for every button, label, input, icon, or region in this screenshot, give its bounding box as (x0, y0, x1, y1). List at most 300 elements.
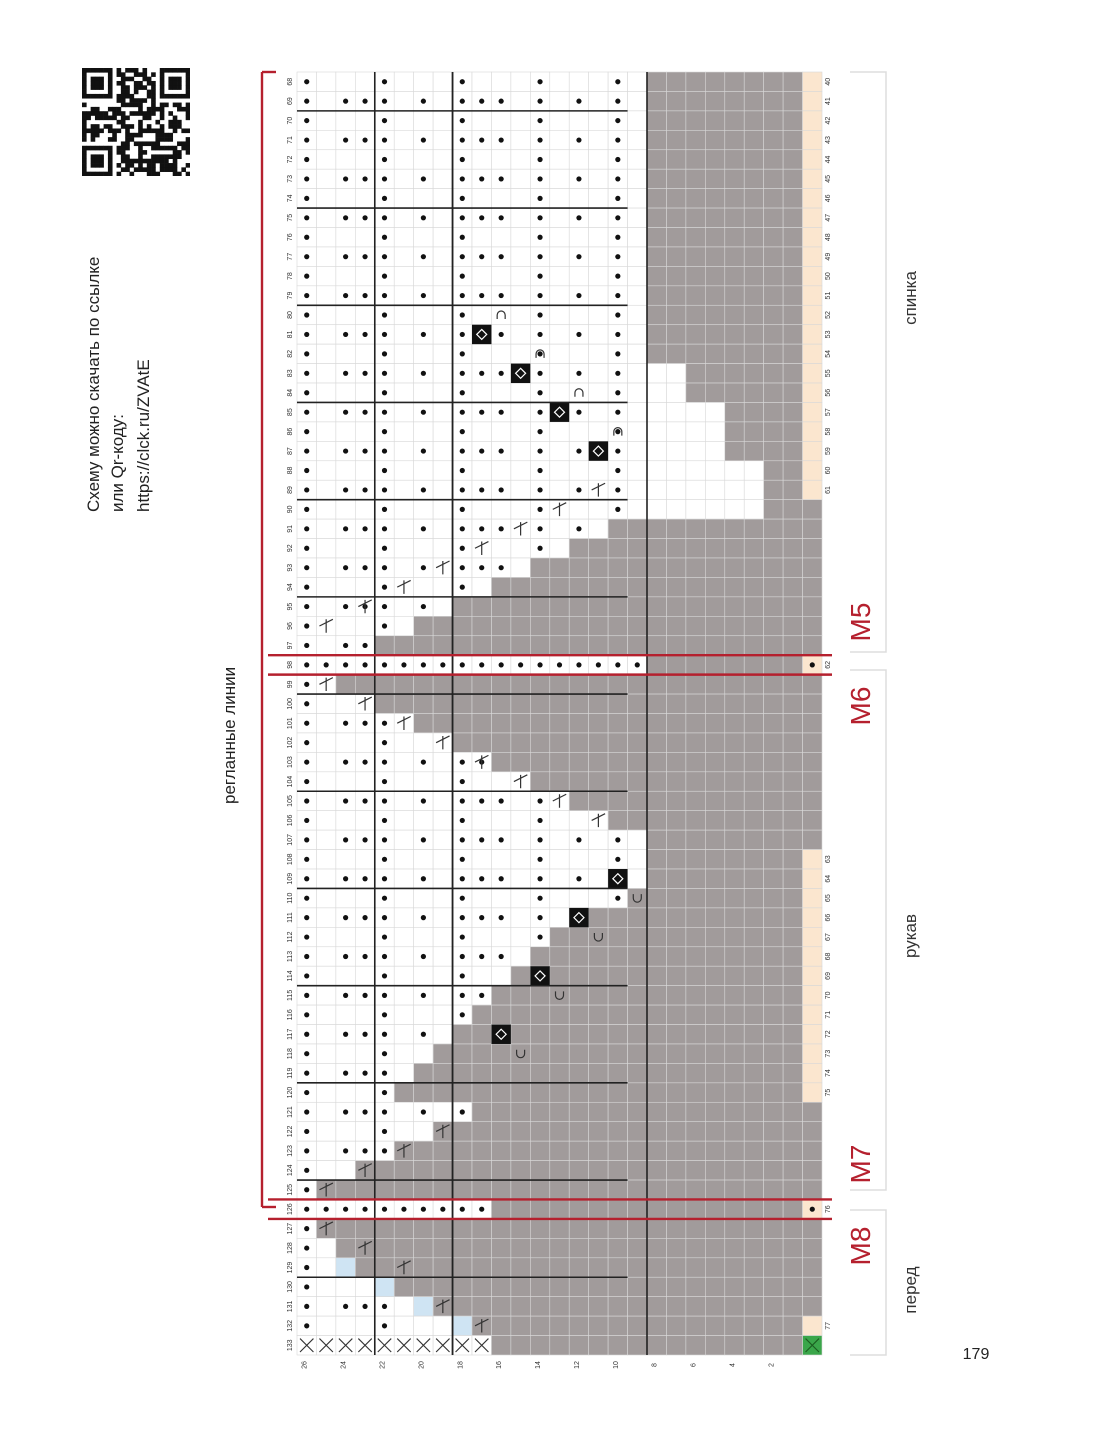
chart-cell (764, 830, 783, 849)
purl-dot (304, 915, 309, 920)
purl-dot (537, 351, 542, 356)
purl-dot (343, 137, 348, 142)
stitch-number-left: 123 (287, 1145, 294, 1157)
chart-cell (316, 772, 335, 791)
chart-cell (783, 1336, 802, 1355)
stitch-number-left: 86 (287, 427, 294, 436)
chart-cell (764, 1025, 783, 1044)
chart-cell (589, 1122, 608, 1141)
chart-cell (491, 1122, 510, 1141)
stitch-number-right: 54 (825, 349, 832, 358)
purl-dot (304, 196, 309, 201)
chart-cell (764, 441, 783, 460)
chart-cell (511, 1277, 530, 1296)
chart-cell (511, 811, 530, 830)
chart-cell (783, 791, 802, 810)
chart-cell (491, 636, 510, 655)
purl-dot (362, 798, 367, 803)
chart-cell (705, 344, 724, 363)
chart-cell (589, 966, 608, 985)
chart-cell (744, 1044, 763, 1063)
chart-cell (783, 1083, 802, 1102)
chart-cell (705, 228, 724, 247)
purl-dot (362, 332, 367, 337)
chart-cell (803, 1297, 822, 1316)
chart-cell (491, 500, 510, 519)
chart-cell (472, 1219, 491, 1238)
stitch-number-right: 55 (825, 369, 832, 378)
chart-cell (453, 1258, 472, 1277)
chart-cell (783, 986, 802, 1005)
chart-cell (647, 850, 666, 869)
chart-cell (355, 1180, 374, 1199)
chart-cell (725, 247, 744, 266)
chart-cell (764, 1219, 783, 1238)
chart-cell (550, 966, 569, 985)
chart-cell (628, 519, 647, 538)
purl-dot (479, 176, 484, 181)
chart-cell (530, 733, 549, 752)
chart-cell (589, 1044, 608, 1063)
chart-cell (530, 1180, 549, 1199)
chart-cell (783, 947, 802, 966)
chart-cell (744, 1219, 763, 1238)
purl-dot (343, 1071, 348, 1076)
chart-cell (666, 208, 685, 227)
chart-cell (550, 1180, 569, 1199)
chart-cell (628, 558, 647, 577)
chart-cell (394, 266, 413, 285)
chart-cell (744, 1102, 763, 1121)
chart-cell (530, 597, 549, 616)
chart-cell (744, 305, 763, 324)
chart-cell (783, 772, 802, 791)
chart-cell (783, 150, 802, 169)
chart-cell (744, 966, 763, 985)
chart-cell (355, 616, 374, 635)
chart-cell (394, 500, 413, 519)
chart-cell (394, 247, 413, 266)
chart-cell (686, 208, 705, 227)
chart-cell (647, 577, 666, 596)
chart-cell (316, 344, 335, 363)
chart-cell (647, 636, 666, 655)
chart-cell (744, 850, 763, 869)
purl-dot (382, 934, 387, 939)
purl-dot (537, 876, 542, 881)
chart-cell (355, 772, 374, 791)
chart-cell (589, 247, 608, 266)
chart-cell (550, 1102, 569, 1121)
chart-cell (686, 675, 705, 694)
chart-cell (628, 72, 647, 91)
stitch-number-left: 101 (287, 717, 294, 730)
chart-cell (666, 1025, 685, 1044)
chart-cell (686, 344, 705, 363)
chart-cell (647, 616, 666, 635)
purl-dot (382, 312, 387, 317)
chart-cell (628, 1122, 647, 1141)
chart-cell (803, 1083, 822, 1102)
purl-dot (460, 176, 465, 181)
chart-cell (628, 266, 647, 285)
purl-dot (382, 1129, 387, 1134)
chart-cell (725, 1316, 744, 1335)
chart-cell (686, 733, 705, 752)
chart-cell (628, 888, 647, 907)
marker-label: M6 (845, 686, 876, 726)
chart-cell (628, 461, 647, 480)
purl-dot (479, 798, 484, 803)
chart-cell (550, 150, 569, 169)
stitch-number-left: 120 (287, 1086, 294, 1099)
chart-cell (336, 1083, 355, 1102)
chart-cell (764, 461, 783, 480)
row-number-bottom: 26 (301, 1361, 309, 1369)
chart-cell (705, 1219, 724, 1238)
chart-cell (783, 888, 802, 907)
chart-cell (511, 1005, 530, 1024)
purl-dot (343, 1032, 348, 1037)
stitch-number-left: 94 (287, 583, 294, 592)
chart-cell (589, 1336, 608, 1355)
chart-cell (764, 947, 783, 966)
purl-dot (537, 118, 542, 123)
chart-cell (705, 1277, 724, 1296)
purl-dot (479, 837, 484, 842)
chart-cell (414, 1122, 433, 1141)
chart-cell (725, 791, 744, 810)
chart-cell (530, 558, 549, 577)
chart-cell (647, 1238, 666, 1257)
chart-cell (414, 266, 433, 285)
chart-cell (550, 1063, 569, 1082)
chart-cell (803, 519, 822, 538)
stitch-number-right: 72 (825, 1030, 832, 1039)
chart-cell (686, 91, 705, 110)
chart-cell (744, 616, 763, 635)
purl-dot (537, 448, 542, 453)
chart-cell (453, 1044, 472, 1063)
chart-cell (725, 480, 744, 499)
purl-dot (421, 915, 426, 920)
stitch-number-left: 114 (287, 970, 294, 982)
purl-dot (421, 176, 426, 181)
chart-cell (647, 111, 666, 130)
stitch-number-right: 62 (825, 661, 832, 669)
chart-cell (316, 228, 335, 247)
chart-cell (705, 908, 724, 927)
chart-cell (666, 1336, 685, 1355)
chart-cell (414, 461, 433, 480)
stitch-number-left: 72 (287, 155, 294, 164)
chart-cell (628, 1180, 647, 1199)
chart-cell (433, 869, 452, 888)
chart-cell (764, 1122, 783, 1141)
chart-cell (686, 519, 705, 538)
chart-cell (705, 1025, 724, 1044)
chart-cell (628, 480, 647, 499)
chart-cell (705, 597, 724, 616)
chart-cell (764, 539, 783, 558)
chart-cell (666, 1044, 685, 1063)
purl-dot (304, 526, 309, 531)
chart-cell (569, 636, 588, 655)
chart-cell (725, 986, 744, 1005)
chart-cell (589, 577, 608, 596)
chart-cell (433, 850, 452, 869)
chart-cell (725, 111, 744, 130)
stitch-number-left: 129 (287, 1261, 294, 1274)
chart-cell (355, 1316, 374, 1335)
purl-dot (460, 390, 465, 395)
chart-cell (783, 1044, 802, 1063)
chart-cell (803, 1258, 822, 1277)
purl-dot (382, 448, 387, 453)
chart-cell (394, 1063, 413, 1082)
purl-dot (576, 293, 581, 298)
chart-cell (472, 636, 491, 655)
chart-cell (764, 966, 783, 985)
chart-cell (628, 1044, 647, 1063)
stitch-number-right: 60 (825, 466, 832, 475)
chart-cell (744, 247, 763, 266)
chart-cell (316, 752, 335, 771)
chart-cell (316, 1161, 335, 1180)
chart-cell (394, 111, 413, 130)
purl-dot (537, 157, 542, 162)
chart-cell (803, 966, 822, 985)
chart-cell (725, 1161, 744, 1180)
chart-cell (608, 1277, 627, 1296)
chart-cell (803, 111, 822, 130)
purl-dot (479, 954, 484, 959)
chart-cell (705, 1005, 724, 1024)
chart-cell (725, 461, 744, 480)
chart-cell (589, 169, 608, 188)
purl-dot (810, 662, 815, 667)
chart-cell (744, 558, 763, 577)
chart-cell (316, 947, 335, 966)
chart-cell (628, 1199, 647, 1218)
chart-cell (589, 402, 608, 421)
purl-dot (304, 1032, 309, 1037)
chart-cell (608, 1336, 627, 1355)
chart-cell (783, 1277, 802, 1296)
purl-dot (343, 954, 348, 959)
chart-cell (336, 1219, 355, 1238)
purl-dot (304, 623, 309, 628)
chart-cell (511, 480, 530, 499)
purl-dot (460, 137, 465, 142)
chart-cell (608, 947, 627, 966)
chart-cell (666, 1316, 685, 1335)
chart-cell (764, 811, 783, 830)
chart-cell (744, 675, 763, 694)
purl-dot (343, 604, 348, 609)
row-number-bottom: 8 (651, 1363, 659, 1367)
chart-cell (394, 675, 413, 694)
chart-cell (316, 1238, 335, 1257)
purl-dot (304, 1090, 309, 1095)
chart-cell (686, 1005, 705, 1024)
purl-dot (537, 274, 542, 279)
stitch-number-left: 104 (287, 775, 294, 788)
chart-cell (569, 266, 588, 285)
chart-cell (394, 228, 413, 247)
chart-cell (705, 966, 724, 985)
chart-cell (705, 441, 724, 460)
stitch-number-left: 110 (287, 892, 294, 904)
chart-cell (316, 480, 335, 499)
chart-cell (764, 169, 783, 188)
chart-cell (628, 402, 647, 421)
chart-cell (433, 1180, 452, 1199)
purl-dot (421, 565, 426, 570)
chart-cell (764, 694, 783, 713)
chart-cell (705, 850, 724, 869)
chart-cell (744, 1161, 763, 1180)
stitch-number-right: 49 (825, 252, 832, 261)
chart-cell (647, 247, 666, 266)
chart-cell (355, 305, 374, 324)
chart-cell (453, 1083, 472, 1102)
chart-cell (783, 616, 802, 635)
chart-cell (355, 733, 374, 752)
purl-dot (421, 993, 426, 998)
chart-cell (453, 1238, 472, 1257)
chart-cell (628, 1141, 647, 1160)
purl-dot (343, 99, 348, 104)
purl-dot (537, 312, 542, 317)
chart-cell (511, 1102, 530, 1121)
purl-dot (440, 662, 445, 667)
chart-cell (705, 577, 724, 596)
chart-cell (316, 169, 335, 188)
chart-cell (316, 461, 335, 480)
chart-cell (647, 772, 666, 791)
chart-cell (433, 616, 452, 635)
chart-cell (744, 791, 763, 810)
purl-dot (499, 798, 504, 803)
chart-cell (725, 675, 744, 694)
chart-cell (589, 558, 608, 577)
purl-dot (615, 293, 620, 298)
chart-cell (647, 1083, 666, 1102)
chart-cell (453, 1025, 472, 1044)
chart-cell (764, 189, 783, 208)
chart-cell (491, 714, 510, 733)
chart-cell (686, 169, 705, 188)
chart-cell (394, 733, 413, 752)
purl-dot (460, 818, 465, 823)
purl-dot (304, 1226, 309, 1231)
chart-cell (647, 694, 666, 713)
chart-cell (764, 752, 783, 771)
chart-cell (647, 830, 666, 849)
stitch-number-right: 58 (825, 427, 832, 436)
chart-cell (511, 1141, 530, 1160)
chart-cell (511, 869, 530, 888)
purl-dot (382, 857, 387, 862)
chart-cell (744, 869, 763, 888)
purl-dot (615, 837, 620, 842)
chart-cell (628, 286, 647, 305)
chart-cell (744, 947, 763, 966)
purl-dot (362, 993, 367, 998)
chart-cell (336, 72, 355, 91)
chart-cell (686, 986, 705, 1005)
stitch-number-left: 84 (287, 388, 294, 397)
chart-cell (550, 461, 569, 480)
purl-dot (460, 1012, 465, 1017)
chart-cell (530, 1122, 549, 1141)
chart-cell (589, 714, 608, 733)
chart-cell (589, 1316, 608, 1335)
chart-cell (803, 830, 822, 849)
chart-cell (550, 908, 569, 927)
purl-dot (421, 876, 426, 881)
chart-cell (705, 869, 724, 888)
chart-cell (725, 1258, 744, 1277)
stitch-number-left: 71 (287, 136, 294, 144)
raglan-lines-label: регланные линии (220, 666, 239, 804)
chart-cell (511, 558, 530, 577)
purl-dot (576, 410, 581, 415)
purl-dot (615, 332, 620, 337)
chart-cell (511, 189, 530, 208)
chart-cell (764, 714, 783, 733)
purl-dot (382, 390, 387, 395)
chart-cell (803, 228, 822, 247)
chart-cell (783, 500, 802, 519)
purl-dot (479, 526, 484, 531)
chart-cell (569, 966, 588, 985)
chart-cell (589, 869, 608, 888)
chart-cell (491, 752, 510, 771)
chart-cell (511, 1199, 530, 1218)
purl-dot (382, 526, 387, 531)
chart-cell (336, 1258, 355, 1277)
chart-cell (491, 1297, 510, 1316)
purl-dot (362, 721, 367, 726)
purl-dot (421, 1032, 426, 1037)
purl-dot (382, 973, 387, 978)
chart-cell (472, 189, 491, 208)
chart-cell (705, 325, 724, 344)
chart-cell (705, 383, 724, 402)
purl-dot (304, 215, 309, 220)
purl-dot (382, 604, 387, 609)
stitch-number-left: 126 (287, 1203, 294, 1216)
chart-cell (511, 1161, 530, 1180)
chart-cell (628, 772, 647, 791)
chart-cell (705, 733, 724, 752)
chart-cell (744, 772, 763, 791)
chart-cell (725, 927, 744, 946)
chart-cell (686, 1083, 705, 1102)
purl-dot (304, 137, 309, 142)
chart-cell (764, 655, 783, 674)
chart-cell (608, 733, 627, 752)
chart-cell (569, 1083, 588, 1102)
purl-dot (304, 643, 309, 648)
chart-cell (744, 811, 763, 830)
chart-cell (550, 869, 569, 888)
chart-cell (394, 1180, 413, 1199)
purl-dot (382, 740, 387, 745)
download-link[interactable]: https://clck.ru/ZVAtE (134, 359, 153, 512)
